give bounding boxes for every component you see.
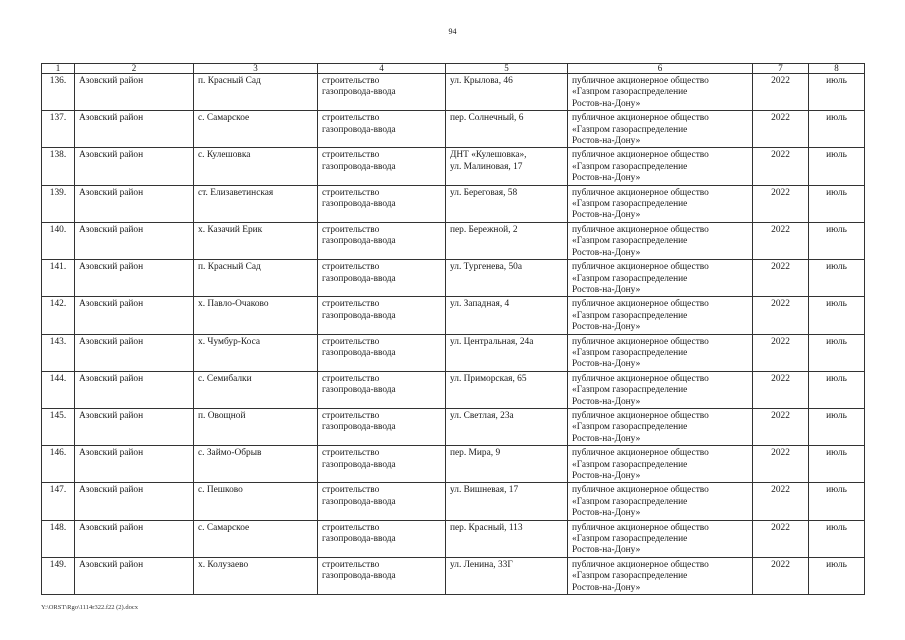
owner-cell: публичное акционерное общество «Газпром газораспределение Ростов-на-Дону» — [568, 557, 753, 594]
row-number: 146. — [42, 446, 75, 483]
column-header-5: 5 — [446, 64, 568, 74]
settlement-cell: с. Самарское — [194, 520, 318, 557]
year-cell: 2022 — [753, 408, 809, 445]
address-cell: пер. Красный, 113 — [446, 520, 568, 557]
owner-cell: публичное акционерное общество «Газпром газораспределение Ростов-на-Дону» — [568, 446, 753, 483]
year-cell: 2022 — [753, 222, 809, 259]
year-cell: 2022 — [753, 520, 809, 557]
row-number: 139. — [42, 185, 75, 222]
file-path-footer: Y:\ORST\Rgo\1114r322.f22 (2).docx — [41, 604, 138, 611]
row-number: 141. — [42, 260, 75, 297]
address-cell: ул. Центральная, 24а — [446, 334, 568, 371]
address-cell: ул. Вишневая, 17 — [446, 483, 568, 520]
work-type-cell: строительство газопровода-ввода — [318, 520, 446, 557]
month-cell: июль — [809, 371, 865, 408]
settlement-cell: п. Красный Сад — [194, 74, 318, 111]
address-cell: пер. Мира, 9 — [446, 446, 568, 483]
settlement-cell: с. Семибалки — [194, 371, 318, 408]
district-cell: Азовский район — [75, 111, 194, 148]
year-cell: 2022 — [753, 111, 809, 148]
settlement-cell: х. Казачий Ерик — [194, 222, 318, 259]
district-cell: Азовский район — [75, 371, 194, 408]
month-cell: июль — [809, 557, 865, 594]
column-header-3: 3 — [194, 64, 318, 74]
table-row — [42, 148, 865, 185]
column-header-2: 2 — [75, 64, 194, 74]
month-cell: июль — [809, 185, 865, 222]
table-row — [42, 74, 865, 111]
table-row — [42, 222, 865, 259]
work-type-cell: строительство газопровода-ввода — [318, 222, 446, 259]
work-type-cell: строительство газопровода-ввода — [318, 260, 446, 297]
settlement-cell: п. Красный Сад — [194, 260, 318, 297]
year-cell: 2022 — [753, 446, 809, 483]
header-row — [42, 64, 865, 74]
address-cell: ул. Светлая, 23а — [446, 408, 568, 445]
owner-cell: публичное акционерное общество «Газпром газораспределение Ростов-на-Дону» — [568, 74, 753, 111]
work-type-cell: строительство газопровода-ввода — [318, 74, 446, 111]
table-row — [42, 371, 865, 408]
column-header-1: 1 — [42, 64, 75, 74]
table-header — [42, 64, 865, 74]
table-row — [42, 260, 865, 297]
address-cell: пер. Солнечный, 6 — [446, 111, 568, 148]
district-cell: Азовский район — [75, 520, 194, 557]
district-cell: Азовский район — [75, 185, 194, 222]
address-cell: ДНТ «Кулешовка», ул. Малиновая, 17 — [446, 148, 568, 185]
owner-cell: публичное акционерное общество «Газпром газораспределение Ростов-на-Дону» — [568, 408, 753, 445]
address-cell: ул. Береговая, 58 — [446, 185, 568, 222]
year-cell: 2022 — [753, 185, 809, 222]
work-type-cell: строительство газопровода-ввода — [318, 557, 446, 594]
year-cell: 2022 — [753, 74, 809, 111]
address-cell: ул. Западная, 4 — [446, 297, 568, 334]
month-cell: июль — [809, 483, 865, 520]
settlement-cell: х. Павло-Очаково — [194, 297, 318, 334]
page-number: 94 — [448, 27, 457, 36]
settlement-cell: х. Колузаево — [194, 557, 318, 594]
row-number: 148. — [42, 520, 75, 557]
table-row — [42, 334, 865, 371]
month-cell: июль — [809, 297, 865, 334]
settlement-cell: п. Овощной — [194, 408, 318, 445]
owner-cell: публичное акционерное общество «Газпром газораспределение Ростов-на-Дону» — [568, 260, 753, 297]
settlement-cell: ст. Елизаветинская — [194, 185, 318, 222]
owner-cell: публичное акционерное общество «Газпром газораспределение Ростов-на-Дону» — [568, 483, 753, 520]
table-row — [42, 408, 865, 445]
address-cell: ул. Приморская, 65 — [446, 371, 568, 408]
work-type-cell: строительство газопровода-ввода — [318, 148, 446, 185]
settlement-cell: с. Займо-Обрыв — [194, 446, 318, 483]
year-cell: 2022 — [753, 483, 809, 520]
owner-cell: публичное акционерное общество «Газпром газораспределение Ростов-на-Дону» — [568, 520, 753, 557]
year-cell: 2022 — [753, 260, 809, 297]
row-number: 142. — [42, 297, 75, 334]
table-row — [42, 483, 865, 520]
district-cell: Азовский район — [75, 74, 194, 111]
month-cell: июль — [809, 334, 865, 371]
address-cell: ул. Ленина, 33Г — [446, 557, 568, 594]
work-type-cell: строительство газопровода-ввода — [318, 334, 446, 371]
month-cell: июль — [809, 520, 865, 557]
month-cell: июль — [809, 74, 865, 111]
owner-cell: публичное акционерное общество «Газпром газораспределение Ростов-на-Дону» — [568, 222, 753, 259]
district-cell: Азовский район — [75, 446, 194, 483]
settlement-cell: с. Пешково — [194, 483, 318, 520]
table-row — [42, 446, 865, 483]
work-type-cell: строительство газопровода-ввода — [318, 111, 446, 148]
table-row — [42, 297, 865, 334]
row-number: 136. — [42, 74, 75, 111]
district-cell: Азовский район — [75, 557, 194, 594]
month-cell: июль — [809, 446, 865, 483]
month-cell: июль — [809, 148, 865, 185]
owner-cell: публичное акционерное общество «Газпром газораспределение Ростов-на-Дону» — [568, 111, 753, 148]
address-cell: ул. Тургенева, 50а — [446, 260, 568, 297]
district-cell: Азовский район — [75, 148, 194, 185]
owner-cell: публичное акционерное общество «Газпром газораспределение Ростов-на-Дону» — [568, 334, 753, 371]
work-type-cell: строительство газопровода-ввода — [318, 446, 446, 483]
column-header-8: 8 — [809, 64, 865, 74]
row-number: 138. — [42, 148, 75, 185]
row-number: 137. — [42, 111, 75, 148]
gas-pipeline-register-table — [41, 63, 865, 595]
column-header-4: 4 — [318, 64, 446, 74]
settlement-cell: с. Кулешовка — [194, 148, 318, 185]
year-cell: 2022 — [753, 148, 809, 185]
settlement-cell: х. Чумбур-Коса — [194, 334, 318, 371]
work-type-cell: строительство газопровода-ввода — [318, 483, 446, 520]
row-number: 140. — [42, 222, 75, 259]
owner-cell: публичное акционерное общество «Газпром газораспределение Ростов-на-Дону» — [568, 371, 753, 408]
district-cell: Азовский район — [75, 408, 194, 445]
row-number: 144. — [42, 371, 75, 408]
district-cell: Азовский район — [75, 260, 194, 297]
year-cell: 2022 — [753, 371, 809, 408]
month-cell: июль — [809, 408, 865, 445]
year-cell: 2022 — [753, 557, 809, 594]
owner-cell: публичное акционерное общество «Газпром газораспределение Ростов-на-Дону» — [568, 148, 753, 185]
month-cell: июль — [809, 260, 865, 297]
table-row — [42, 520, 865, 557]
owner-cell: публичное акционерное общество «Газпром газораспределение Ростов-на-Дону» — [568, 297, 753, 334]
district-cell: Азовский район — [75, 222, 194, 259]
table-body — [42, 74, 865, 595]
address-cell: пер. Бережной, 2 — [446, 222, 568, 259]
address-cell: ул. Крылова, 46 — [446, 74, 568, 111]
district-cell: Азовский район — [75, 483, 194, 520]
row-number: 149. — [42, 557, 75, 594]
district-cell: Азовский район — [75, 297, 194, 334]
row-number: 143. — [42, 334, 75, 371]
settlement-cell: с. Самарское — [194, 111, 318, 148]
table-row — [42, 557, 865, 594]
year-cell: 2022 — [753, 334, 809, 371]
year-cell: 2022 — [753, 297, 809, 334]
work-type-cell: строительство газопровода-ввода — [318, 371, 446, 408]
column-header-7: 7 — [753, 64, 809, 74]
owner-cell: публичное акционерное общество «Газпром газораспределение Ростов-на-Дону» — [568, 185, 753, 222]
work-type-cell: строительство газопровода-ввода — [318, 408, 446, 445]
row-number: 145. — [42, 408, 75, 445]
district-cell: Азовский район — [75, 334, 194, 371]
work-type-cell: строительство газопровода-ввода — [318, 297, 446, 334]
month-cell: июль — [809, 222, 865, 259]
work-type-cell: строительство газопровода-ввода — [318, 185, 446, 222]
month-cell: июль — [809, 111, 865, 148]
row-number: 147. — [42, 483, 75, 520]
column-header-6: 6 — [568, 64, 753, 74]
table-row — [42, 111, 865, 148]
table-row — [42, 185, 865, 222]
